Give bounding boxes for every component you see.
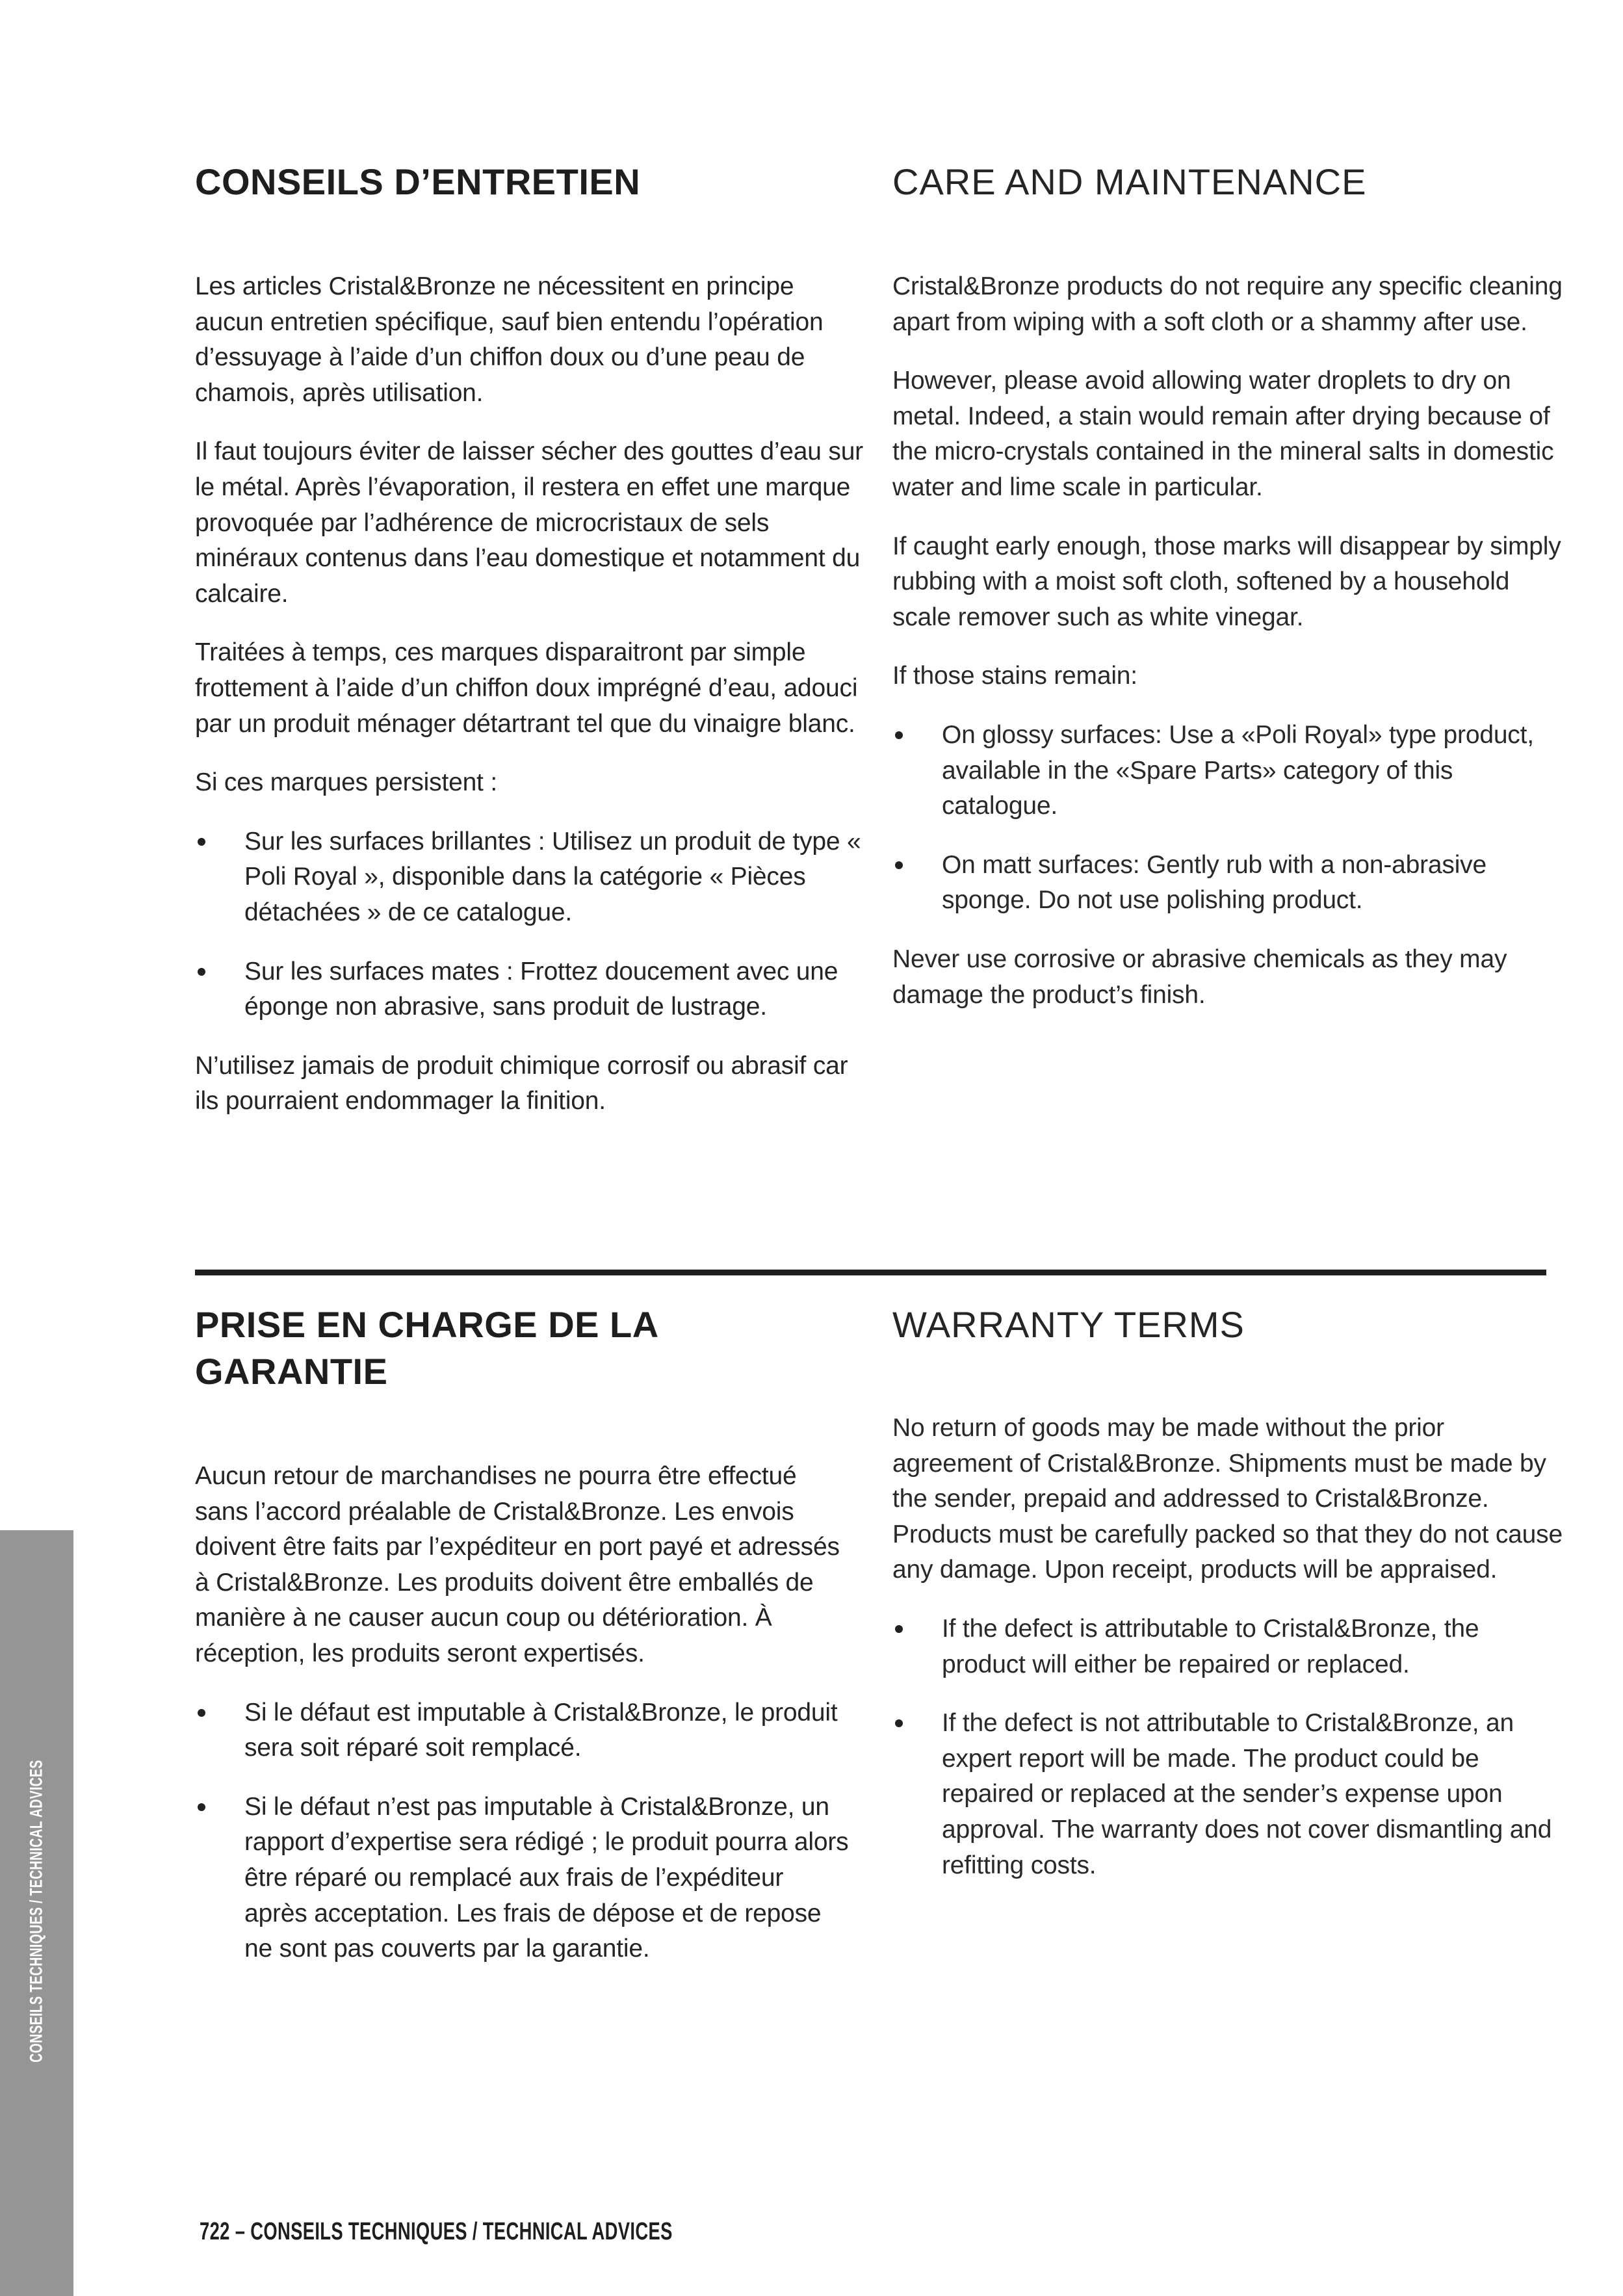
list-item xyxy=(892,1611,1568,1682)
bullet-icon xyxy=(895,861,903,869)
warranty-section-fr xyxy=(195,1301,851,1990)
bullet-icon xyxy=(895,1719,903,1727)
care-paragraph: If caught early enough, those marks will disappear by simply rubbing with a moist soft cloth, softened by a household scale remover such as white vinegar. xyxy=(892,532,1561,631)
list-item-text: Sur les surfaces brillantes : Utilisez un produit de type « Poli Royal », disponible dans la catégorie « Pièces détachées » de ce catalogue. xyxy=(244,827,861,926)
care-paragraph: Traitées à temps, ces marques disparaitront par simple frottement à l’aide d’un chiffon doux imprégné d’eau, adouci par un produit ménager détartrant tel que du vinaigre blanc. xyxy=(195,638,858,738)
care-title-en: CARE AND MAINTENANCE xyxy=(892,161,1367,202)
side-tab-label xyxy=(27,1701,47,2122)
warranty-section-en xyxy=(892,1301,1568,1907)
care-section-fr xyxy=(195,159,864,1143)
care-paragraph: If those stains remain: xyxy=(892,662,1137,690)
warranty-title-en: WARRANTY TERMS xyxy=(892,1304,1245,1345)
bullet-icon xyxy=(895,731,903,739)
list-item-text: Si le défaut est imputable à Cristal&Bronze, le produit sera soit réparé soit remplacé. xyxy=(244,1698,838,1762)
bullet-icon xyxy=(895,1625,903,1633)
list-item xyxy=(892,718,1568,824)
list-item xyxy=(892,848,1568,919)
care-bullet-list-fr xyxy=(195,824,864,1025)
bullet-icon xyxy=(198,1709,205,1717)
list-item-text: Si le défaut n’est pas imputable à Cristal&Bronze, un rapport d’expertise sera rédigé ; le produit pourra alors être réparé ou remplacé aux frais de l’expéditeur après acceptation. Les frais de dépose et de repose ne sont pas couverts par la garantie. xyxy=(244,1792,849,1963)
list-item-text: On glossy surfaces: Use a «Poli Royal» type product, available in the «Spare Parts» category of this catalogue. xyxy=(942,720,1534,820)
care-body-en xyxy=(892,269,1568,1013)
care-closing-en: Never use corrosive or abrasive chemicals as they may damage the product’s finish. xyxy=(892,945,1507,1009)
care-closing-fr: N’utilisez jamais de produit chimique corrosif ou abrasif car ils pourraient endommager la finition. xyxy=(195,1051,848,1115)
list-item xyxy=(195,824,864,931)
list-item-text: If the defect is attributable to Cristal&Bronze, the product will either be repaired or replaced. xyxy=(942,1614,1479,1678)
warranty-bullet-list-fr xyxy=(195,1695,851,1967)
care-paragraph: Cristal&Bronze products do not require any specific cleaning apart from wiping with a soft cloth or a shammy after use. xyxy=(892,272,1563,336)
list-item-text: On matt surfaces: Gently rub with a non-abrasive sponge. Do not use polishing product. xyxy=(942,850,1487,915)
care-paragraph: Si ces marques persistent : xyxy=(195,768,497,797)
list-item xyxy=(892,1706,1568,1883)
side-tab-text: CONSEILS TECHNIQUES / TECHNICAL ADVICES xyxy=(26,1760,46,2063)
bullet-icon xyxy=(198,1803,205,1811)
warranty-title-fr: PRISE EN CHARGE DE LA GARANTIE xyxy=(195,1304,658,1392)
care-paragraph: Les articles Cristal&Bronze ne nécessitent en principe aucun entretien spécifique, sauf bien entendu l’opération d’essuyage à l’aide d’un chiffon doux ou d’une peau de chamois, après utilisation. xyxy=(195,272,824,407)
care-title-fr: CONSEILS D’ENTRETIEN xyxy=(195,161,641,202)
section-divider xyxy=(195,1270,1546,1275)
care-paragraph: However, please avoid allowing water droplets to dry on metal. Indeed, a stain would remain after drying because of the micro-crystals contained in the mineral salts in domestic water and lime scale in particular. xyxy=(892,367,1554,501)
list-item xyxy=(195,1695,851,1766)
warranty-body-fr xyxy=(195,1459,851,1967)
list-item-text: If the defect is not attributable to Cristal&Bronze, an expert report will be made. The product could be repaired or replaced at the sender’s expense upon approval. The warranty does not cover dismantling and refitting costs. xyxy=(942,1709,1552,1879)
list-item xyxy=(195,954,864,1025)
bullet-icon xyxy=(198,838,205,846)
list-item xyxy=(195,1790,851,1967)
care-section-en xyxy=(892,159,1568,1036)
list-item-text: Sur les surfaces mates : Frottez doucement avec une éponge non abrasive, sans produit de lustrage. xyxy=(244,957,838,1021)
warranty-body-en xyxy=(892,1411,1568,1883)
bullet-icon xyxy=(198,968,205,976)
warranty-paragraph: Aucun retour de marchandises ne pourra être effectué sans l’accord préalable de Cristal&Bronze. Les envois doivent être faits par l’expéditeur en port payé et adressés à Cristal&Bronze. Les produits doivent être emballés de manière à ne causer aucun coup ou détérioration. À réception, les produits seront expertisés. xyxy=(195,1462,840,1667)
care-paragraph: Il faut toujours éviter de laisser sécher des gouttes d’eau sur le métal. Après l’évaporation, il restera en effet une marque provoquée par l’adhérence de microcristaux de sels minéraux contenus dans l’eau domestique et notamment du calcaire. xyxy=(195,437,863,608)
warranty-bullet-list-en xyxy=(892,1611,1568,1883)
warranty-paragraph: No return of goods may be made without the prior agreement of Cristal&Bronze. Shipments must be made by the sender, prepaid and addressed to Cristal&Bronze. Products must be carefully packed so that they do not cause any damage. Upon receipt, products will be appraised. xyxy=(892,1414,1563,1584)
care-bullet-list-en xyxy=(892,718,1568,919)
page-footer: 722 – CONSEILS TECHNIQUES / TECHNICAL ADVICES xyxy=(200,2218,673,2245)
care-body-fr xyxy=(195,269,864,1119)
